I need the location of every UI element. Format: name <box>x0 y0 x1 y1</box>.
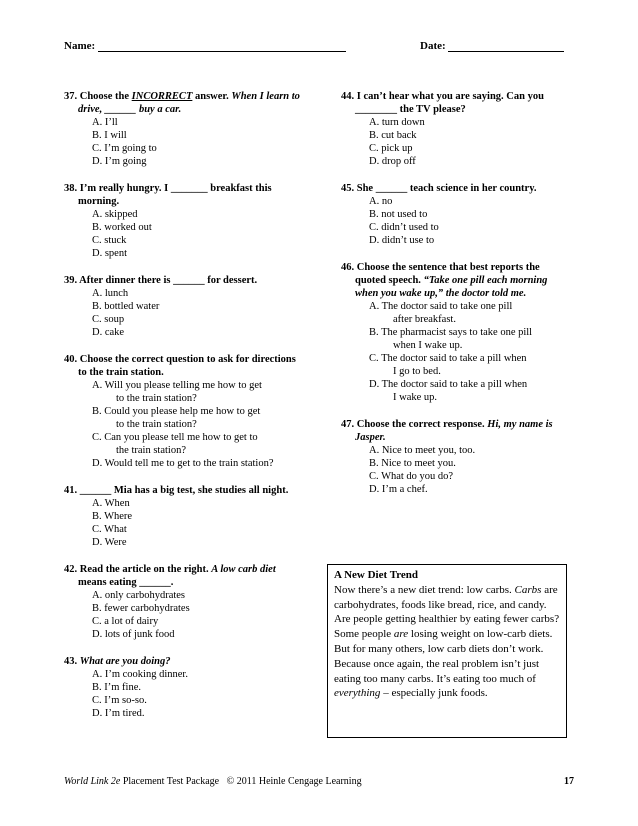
answer-option[interactable]: A. I’ll <box>92 117 118 128</box>
question-stem <box>64 655 304 668</box>
answer-option[interactable] <box>64 431 304 457</box>
answer-option[interactable] <box>64 379 304 405</box>
stem-italic: Hi, my name is Jasper. <box>355 419 553 443</box>
answer-option[interactable]: D. didn’t use to <box>369 235 435 246</box>
option-text-continued: to the train station? <box>116 393 197 404</box>
article-text: Now there’s a new diet trend: low carbs. <box>334 583 515 596</box>
stem-text: Read the article on the right. <box>79 564 212 575</box>
question-44 <box>341 90 573 168</box>
question-stem <box>64 484 304 497</box>
option-text: C. Can you please tell me how to get to <box>92 432 258 443</box>
question-stem <box>341 90 573 116</box>
answer-option[interactable]: D. spent <box>92 248 127 259</box>
question-number: 43. <box>64 656 78 667</box>
answer-option[interactable] <box>64 405 304 431</box>
question-number: 44. <box>341 91 355 102</box>
answer-option[interactable]: B. I will <box>92 130 127 141</box>
article-body <box>334 583 560 701</box>
page-footer <box>64 776 574 787</box>
question-38 <box>64 182 304 260</box>
answer-option[interactable]: C. I’m going to <box>92 143 157 154</box>
question-number: 42. <box>64 564 78 575</box>
stem-text: Choose the sentence that best reports the quoted speech. <box>355 262 540 286</box>
question-number: 46. <box>341 262 355 273</box>
answer-option[interactable] <box>341 300 573 326</box>
question-46 <box>341 261 573 404</box>
article-text: are carbohydrates, foods like bread, rice, and candy. Are people getting healthier by eating fewer carbs? Some people <box>334 583 560 641</box>
answer-option[interactable] <box>341 326 573 352</box>
answer-option[interactable]: A. no <box>369 196 393 207</box>
answer-option[interactable]: B. I’m fine. <box>92 682 141 693</box>
stem-italic: A low carb diet <box>211 564 276 575</box>
date-field[interactable] <box>420 40 564 52</box>
answer-option[interactable]: A. only carbohydrates <box>92 590 186 601</box>
option-text-continued: to the train station? <box>116 419 197 430</box>
question-42 <box>64 563 304 641</box>
answer-option[interactable]: D. drop off <box>369 156 416 167</box>
stem-text: Choose the <box>79 91 132 102</box>
article-box <box>327 564 567 738</box>
article-text: – especially junk foods. <box>380 687 488 700</box>
question-stem <box>64 274 304 287</box>
stem-text: means eating ______. <box>78 577 174 588</box>
question-47 <box>341 418 573 496</box>
answer-option[interactable]: B. not used to <box>369 209 428 220</box>
stem-text: I can’t hear what you are saying. Can you ________ the TV please? <box>355 91 544 115</box>
answer-option[interactable]: C. I’m so-so. <box>92 695 147 706</box>
answer-option[interactable]: D. I’m tired. <box>92 708 145 719</box>
stem-italic: When I learn to drive, ______ buy a car. <box>78 91 300 115</box>
answer-option[interactable]: C. stuck <box>92 235 127 246</box>
name-blank[interactable] <box>98 41 346 52</box>
option-text-continued: the train station? <box>116 445 186 456</box>
stem-text: ______ Mia has a big test, she studies all night. <box>79 485 289 496</box>
question-number: 40. <box>64 354 78 365</box>
question-39 <box>64 274 304 339</box>
article-emphasis: Carbs <box>514 583 542 596</box>
questions-right-column <box>341 90 573 510</box>
answer-option[interactable]: C. didn’t used to <box>369 222 439 233</box>
option-text-continued: after breakfast. <box>393 314 456 325</box>
option-text-continued: when I wake up. <box>393 340 463 351</box>
option-text-continued: I go to bed. <box>393 366 441 377</box>
answer-option[interactable]: C. What do you do? <box>369 471 454 482</box>
answer-option[interactable]: B. cut back <box>369 130 417 141</box>
question-number: 41. <box>64 485 78 496</box>
question-stem <box>64 563 304 589</box>
option-text: B. The pharmacist says to take one pill <box>369 327 533 338</box>
answer-option[interactable] <box>64 457 304 470</box>
questions-left-column <box>64 90 304 734</box>
name-label: Name: <box>64 40 96 52</box>
date-blank[interactable] <box>448 41 564 52</box>
date-label: Date: <box>420 40 446 52</box>
stem-text: Choose the correct response. <box>356 419 488 430</box>
question-37 <box>64 90 304 168</box>
question-40 <box>64 353 304 470</box>
option-text: B. Could you please help me how to get <box>92 406 261 417</box>
question-stem <box>64 182 304 208</box>
footer-text: Placement Test Package © 2011 Heinle Cengage Learning <box>120 776 362 787</box>
answer-option[interactable]: D. Were <box>92 537 127 548</box>
question-stem <box>341 182 573 195</box>
answer-option[interactable]: A. When <box>92 498 130 509</box>
question-number: 47. <box>341 419 355 430</box>
stem-text: I’m really hungry. I _______ breakfast this morning. <box>78 183 272 207</box>
answer-option[interactable]: A. turn down <box>369 117 425 128</box>
option-text: D. The doctor said to take a pill when <box>369 379 528 390</box>
page-number: 17 <box>564 776 574 787</box>
stem-text: Choose the correct question to ask for directions to the train station. <box>78 354 296 378</box>
article-emphasis: everything <box>334 687 381 700</box>
stem-text: She ______ teach science in her country. <box>356 183 537 194</box>
answer-option[interactable]: B. Nice to meet you. <box>369 458 456 469</box>
answer-option[interactable]: B. fewer carbohydrates <box>92 603 190 614</box>
answer-option[interactable]: D. I’m going <box>92 156 147 167</box>
answer-option[interactable]: C. a lot of dairy <box>92 616 159 627</box>
answer-option[interactable]: B. worked out <box>92 222 152 233</box>
answer-option[interactable]: C. What <box>92 524 127 535</box>
footer-book-title: World Link 2e <box>64 776 121 787</box>
question-number: 45. <box>341 183 355 194</box>
answer-option[interactable]: B. Where <box>92 511 133 522</box>
answer-option[interactable] <box>341 378 573 404</box>
article-text: losing weight on low-carb diets. But for many others, low carb diets don’t work. Because once again, the real problem isn’t just eating too many carbs. It’s eating too much of <box>334 628 553 685</box>
article-title: A New Diet Trend <box>334 569 419 581</box>
option-text: A. Will you please telling me how to get <box>92 380 262 391</box>
answer-option[interactable]: A. I’m cooking dinner. <box>92 669 188 680</box>
answer-option[interactable]: C. pick up <box>369 143 413 154</box>
question-stem <box>64 353 304 379</box>
stem-text: After dinner there is ______ for dessert. <box>79 275 258 286</box>
option-text: D. Would tell me to get to the train station? <box>92 458 274 469</box>
answer-option[interactable]: A. Nice to meet you, too. <box>369 445 476 456</box>
option-text-continued: I wake up. <box>393 392 438 403</box>
stem-italic: What are you doing? <box>79 656 171 667</box>
answer-option[interactable]: C. soup <box>92 314 125 325</box>
answer-option[interactable]: A. lunch <box>92 288 129 299</box>
answer-option[interactable]: A. skipped <box>92 209 138 220</box>
answer-option[interactable]: D. lots of junk food <box>92 629 175 640</box>
question-41 <box>64 484 304 549</box>
question-stem <box>64 90 304 116</box>
question-stem <box>341 418 573 444</box>
question-number: 37. <box>64 91 78 102</box>
question-43 <box>64 655 304 720</box>
stem-text: answer. <box>192 91 232 102</box>
article-emphasis: are <box>393 628 409 641</box>
answer-option[interactable]: D. cake <box>92 327 125 338</box>
answer-option[interactable]: B. bottled water <box>92 301 160 312</box>
question-number: 39. <box>64 275 78 286</box>
option-text: A. The doctor said to take one pill <box>369 301 513 312</box>
question-45 <box>341 182 573 247</box>
option-text: C. The doctor said to take a pill when <box>369 353 527 364</box>
answer-option[interactable]: D. I’m a chef. <box>369 484 428 495</box>
stem-italic: “Take one pill each morning when you wake up,” the doctor told me. <box>355 275 548 299</box>
stem-emphasis: INCORRECT <box>131 91 193 102</box>
question-stem <box>341 261 573 300</box>
answer-option[interactable] <box>341 352 573 378</box>
name-field[interactable] <box>64 40 346 52</box>
question-number: 38. <box>64 183 78 194</box>
